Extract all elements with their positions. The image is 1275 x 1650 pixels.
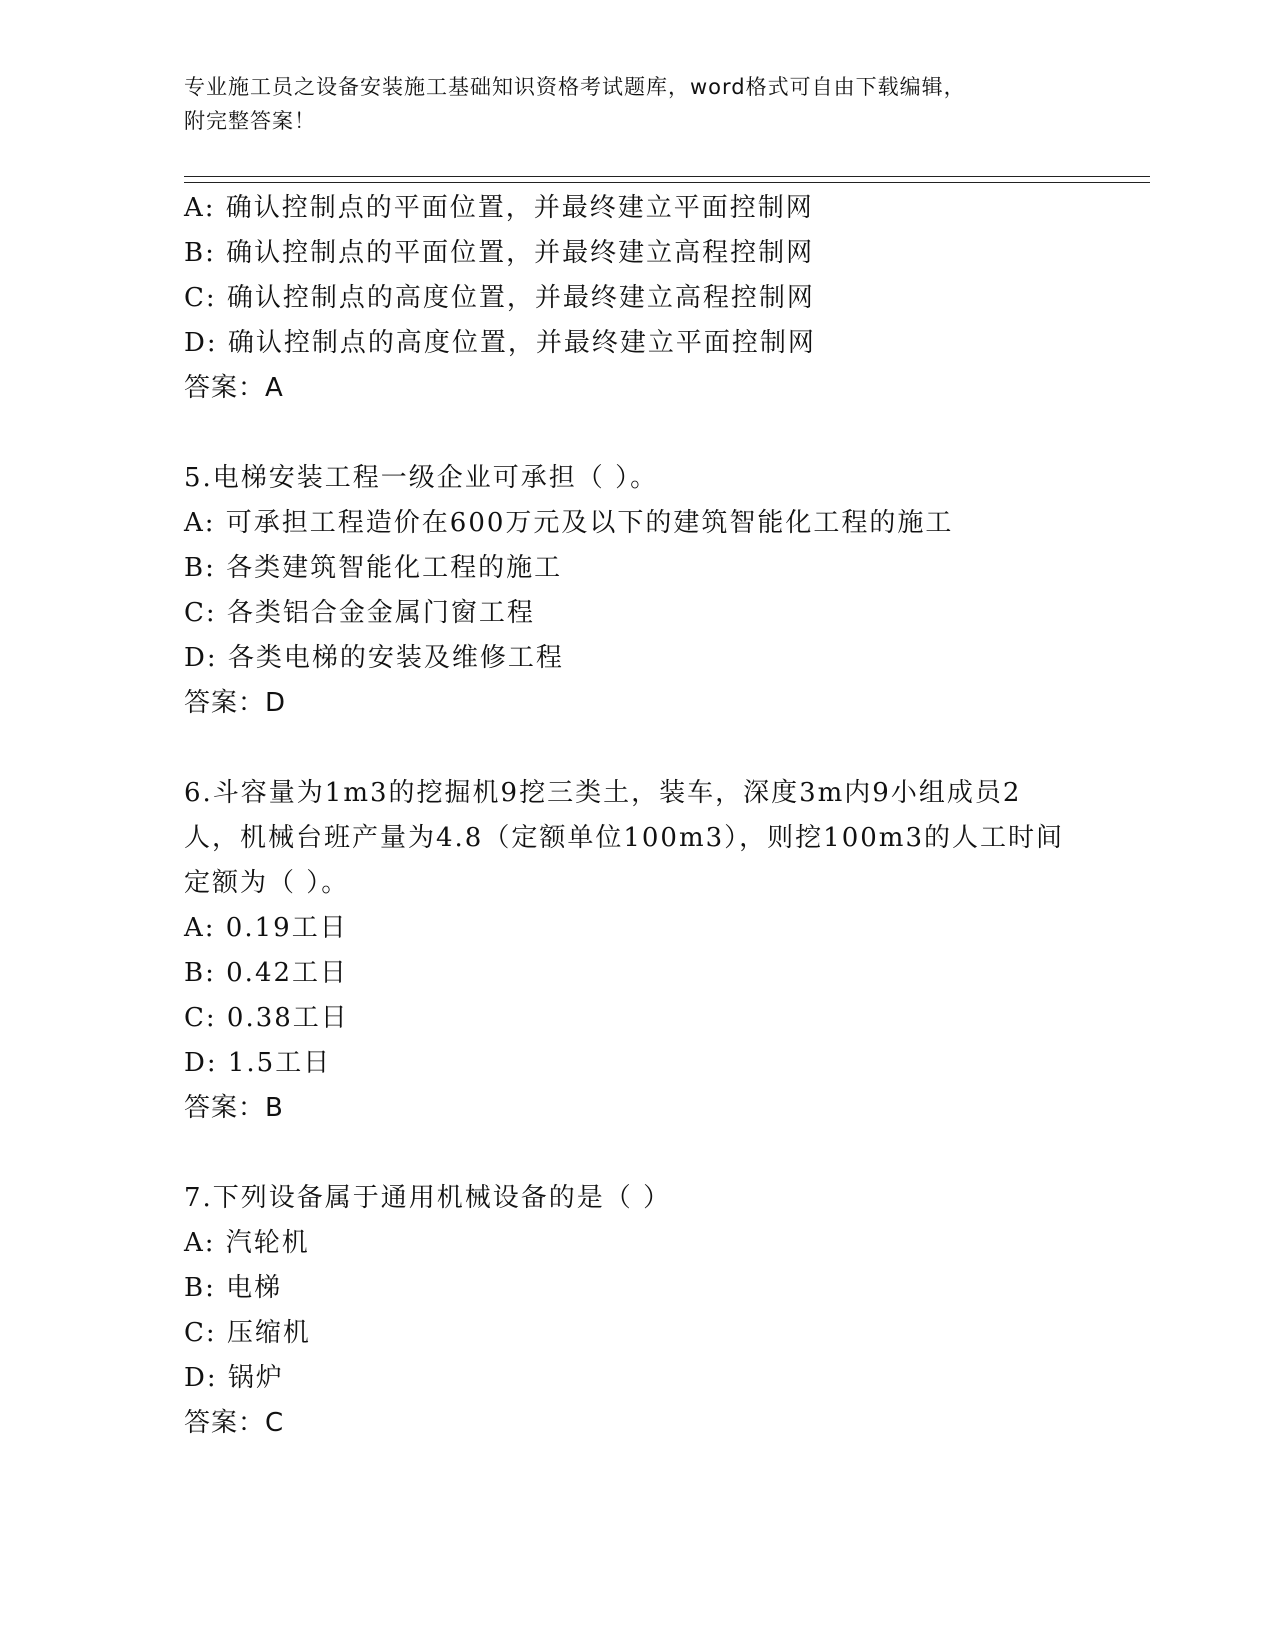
document-header — [184, 70, 1084, 138]
option-c: C: 各类铝合金金属门窗工程 — [184, 598, 535, 628]
answer: 答案：C — [184, 1408, 285, 1438]
question-stem: 7.下列设备属于通用机械设备的是（ ） — [184, 1183, 672, 1213]
header-line-2: 附完整答案！ — [184, 109, 316, 133]
answer: 答案：B — [184, 1093, 284, 1123]
option-c: C: 0.38工日 — [184, 1003, 349, 1033]
header-rule-bottom — [184, 182, 1150, 183]
option-c: C: 压缩机 — [184, 1318, 311, 1348]
option-c: C: 确认控制点的高度位置，并最终建立高程控制网 — [184, 283, 815, 313]
question-stem-line-2: 人，机械台班产量为4.8（定额单位100m3），则挖100m3的人工时间 — [184, 823, 1064, 853]
question-stem: 5.电梯安装工程一级企业可承担（ ）。 — [184, 463, 659, 493]
question-stem-line-3: 定额为（ ）。 — [184, 868, 350, 898]
answer: 答案：D — [184, 688, 287, 718]
option-a: A: 可承担工程造价在600万元及以下的建筑智能化工程的施工 — [184, 508, 954, 538]
question-list — [184, 186, 1124, 1446]
header-line-1: 专业施工员之设备安装施工基础知识资格考试题库，word格式可自由下载编辑， — [184, 75, 966, 99]
spacer — [184, 411, 1124, 456]
option-b: B: 各类建筑智能化工程的施工 — [184, 553, 563, 583]
option-d: D: 1.5工日 — [184, 1048, 332, 1078]
question-7 — [184, 1176, 1124, 1446]
option-b: B: 电梯 — [184, 1273, 283, 1303]
option-d: D: 锅炉 — [184, 1363, 284, 1393]
option-a: A: 确认控制点的平面位置，并最终建立平面控制网 — [184, 193, 814, 223]
answer: 答案：A — [184, 373, 284, 403]
option-b: B: 0.42工日 — [184, 958, 349, 988]
option-d: D: 确认控制点的高度位置，并最终建立平面控制网 — [184, 328, 816, 358]
question-4 — [184, 186, 1124, 411]
question-6 — [184, 771, 1124, 1131]
question-5 — [184, 456, 1124, 726]
header-rule-top — [184, 176, 1150, 177]
spacer — [184, 1131, 1124, 1176]
option-a: A: 0.19工日 — [184, 913, 348, 943]
question-stem-line-1: 6.斗容量为1m3的挖掘机9挖三类土，装车，深度3m内9小组成员2 — [184, 778, 1022, 808]
spacer — [184, 726, 1124, 771]
option-a: A: 汽轮机 — [184, 1228, 310, 1258]
option-b: B: 确认控制点的平面位置，并最终建立高程控制网 — [184, 238, 815, 268]
option-d: D: 各类电梯的安装及维修工程 — [184, 643, 564, 673]
